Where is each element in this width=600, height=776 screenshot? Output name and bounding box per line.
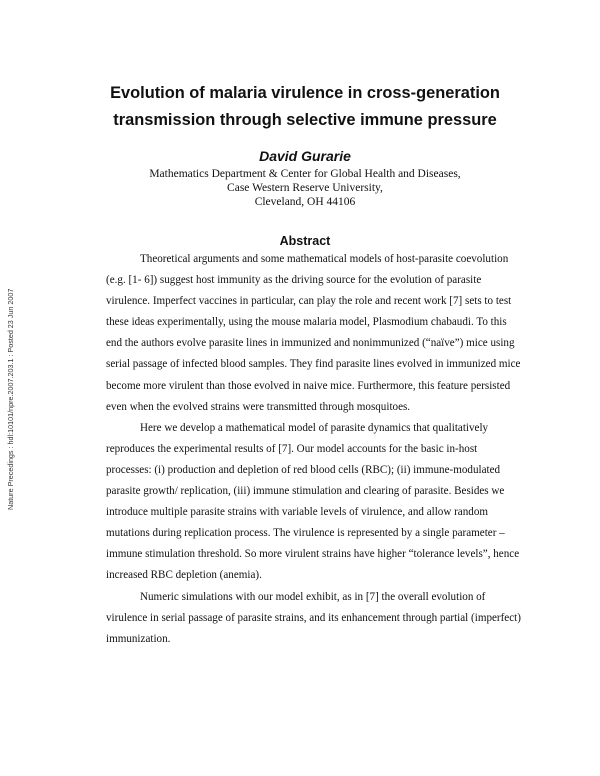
abstract-body	[106, 249, 524, 650]
affiliation	[60, 167, 550, 209]
side-stamp-text: Nature Precedings : hdl:10101/npre.2007.203.1 : Posted 23 Jun 2007	[6, 288, 15, 510]
affiliation-line: Mathematics Department & Center for Global Health and Diseases,	[149, 168, 461, 180]
title-line: transmission through selective immune pressure	[113, 111, 497, 129]
paper-title	[60, 80, 550, 134]
abstract-paragraph: Here we develop a mathematical model of parasite dynamics that qualitatively reproduces the experimental results of [7]. Our model accounts for the basic in-host processes: (i) production and depletion of red blood cells (RBC); (ii) immune-modulated parasite growth/ replication, (iii) immune stimulation and clearing of parasite. Besides we introduce multiple parasite strains with variable levels of virulence, and allow random mutations during replication process. The virulence is represented by a single parameter – immune stimulation threshold. So more virulent strains have higher “tolerance levels”, hence increased RBC depletion (anemia).	[106, 421, 520, 582]
abstract-heading: Abstract	[279, 234, 331, 248]
author-name: David Gurarie	[259, 148, 351, 164]
title-line: Evolution of malaria virulence in cross-generation	[110, 84, 500, 102]
affiliation-line: Case Western Reserve University,	[227, 182, 383, 194]
side-stamp	[5, 270, 17, 510]
abstract-paragraph: Theoretical arguments and some mathematical models of host-parasite coevolution (e.g. [1- 6]) suggest host immunity as the driving source for the evolution of parasite virulence. Imperfect vaccines in particular, can play the role and recent work [7] sets to test these ideas experimentally, using the mouse malaria model, Plasmodium chabaudi. To this end the authors evolve parasite lines in immunized and nonimmunized (“naïve”) mice using serial passage of infected blood samples. They find parasite lines evolved in immunized mice become more virulent than those evolved in naive mice. Furthermore, this feature persisted even when the evolved strains were transmitted through mosquitoes.	[106, 253, 521, 413]
affiliation-line: Cleveland, OH 44106	[254, 196, 356, 208]
abstract-paragraph: Numeric simulations with our model exhibit, as in [7] the overall evolution of virulence in serial passage of parasite strains, and its enhancement through partial (imperfect) immunization.	[106, 590, 521, 645]
